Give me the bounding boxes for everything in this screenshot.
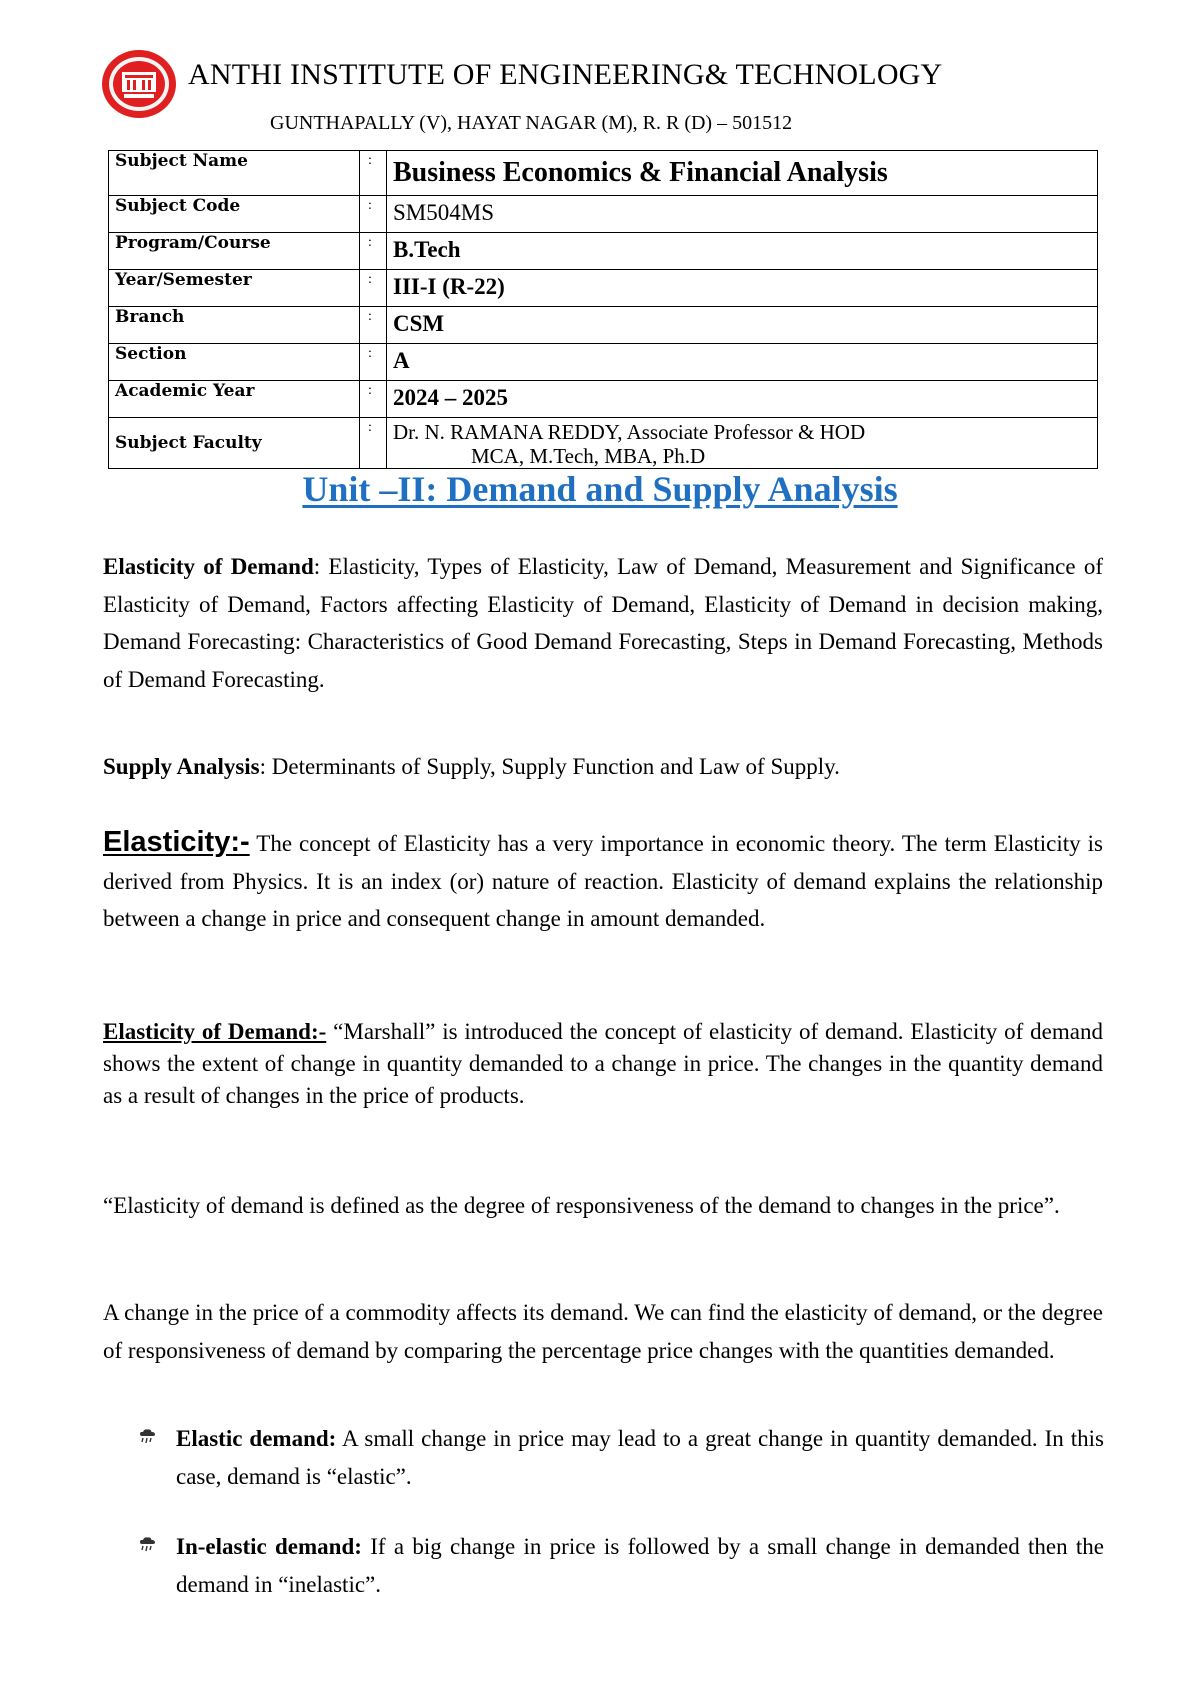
- bullet-body: A small change in price may lead to a great change in quantity demanded. In this case, demand is “elastic”.: [176, 1426, 1104, 1489]
- syllabus-elasticity-head: Elasticity of Demand: [103, 554, 314, 579]
- syllabus-elasticity-paragraph: [103, 548, 1103, 698]
- row-separator: :: [360, 233, 387, 270]
- bullet-head: Elastic demand:: [176, 1426, 337, 1451]
- bullet-head: In-elastic demand:: [176, 1534, 362, 1559]
- elasticity-heading: Elasticity:-: [103, 826, 250, 858]
- subject-faculty-value: [387, 418, 1098, 469]
- eod-paragraph: [103, 1016, 1103, 1112]
- table-row: [109, 307, 1098, 344]
- subject-info-table: [108, 150, 1098, 469]
- year-semester-value: III-I (R-22): [387, 270, 1098, 307]
- syllabus-supply-paragraph: [103, 748, 1103, 786]
- syllabus-supply-head: Supply Analysis: [103, 754, 260, 779]
- row-label: Academic Year: [109, 381, 360, 418]
- comparison-paragraph: A change in the price of a commodity affects its demand. We can find the elasticity of demand, or the degree of responsiveness of demand by comparing the percentage price changes with the quantities demanded.: [103, 1300, 1103, 1363]
- syllabus-elasticity-text: : Elasticity, Types of Elasticity, Law of Demand, Measurement and Significance of Elasticity of Demand, Factors affecting Elasticity of Demand, Elasticity of Demand in decision making, Demand Forecasting: Characteristics of Good Demand Forecasting, Steps in Demand Forecasting, Methods of Demand Forecasting.: [103, 554, 1103, 692]
- row-label: Branch: [109, 307, 360, 344]
- row-separator: :: [360, 381, 387, 418]
- table-row: [109, 196, 1098, 233]
- row-separator: :: [360, 270, 387, 307]
- eod-heading: Elasticity of Demand:-: [103, 1019, 327, 1044]
- list-item: [138, 1420, 1104, 1495]
- bullet-body: If a big change in price is followed by a small change in demanded then the demand in “inelastic”.: [176, 1534, 1104, 1597]
- row-label: Section: [109, 344, 360, 381]
- row-label: Subject Faculty: [109, 418, 360, 469]
- row-separator: :: [360, 151, 387, 196]
- cloud-rain-bullet-icon: [138, 1426, 158, 1446]
- bullet-text: [138, 1420, 1104, 1495]
- eod-text: “Marshall” is introduced the concept of elasticity of demand. Elasticity of demand shows the extent of change in quantity demanded to a change in price. The changes in the quantity demand as a result of changes in the price of products.: [103, 1019, 1103, 1108]
- bullet-text: [138, 1528, 1104, 1603]
- institute-address: GUNTHAPALLY (V), HAYAT NAGAR (M), R. R (D) – 501512: [270, 112, 793, 134]
- table-row: [109, 151, 1098, 196]
- row-separator: :: [360, 307, 387, 344]
- syllabus-supply-text: : Determinants of Supply, Supply Function and Law of Supply.: [259, 754, 840, 779]
- row-label: Subject Name: [109, 151, 360, 196]
- list-item: [138, 1528, 1104, 1603]
- table-row: [109, 270, 1098, 307]
- program-value: B.Tech: [387, 233, 1098, 270]
- definition-paragraph: “Elasticity of demand is defined as the degree of responsiveness of the demand to changes in the price”.: [103, 1193, 1060, 1218]
- row-separator: :: [360, 344, 387, 381]
- row-separator: :: [360, 418, 387, 469]
- unit-title: Unit –II: Demand and Supply Analysis: [302, 469, 898, 509]
- row-label: Year/Semester: [109, 270, 360, 307]
- section-value: A: [387, 344, 1098, 381]
- table-row: [109, 418, 1098, 469]
- row-label: Program/Course: [109, 233, 360, 270]
- institute-name: ANTHI INSTITUTE OF ENGINEERING& TECHNOLOGY: [188, 58, 943, 91]
- table-row: [109, 344, 1098, 381]
- row-separator: :: [360, 196, 387, 233]
- faculty-qualifications: MCA, M.Tech, MBA, Ph.D: [471, 444, 706, 468]
- branch-value: CSM: [387, 307, 1098, 344]
- elasticity-paragraph: [103, 824, 1103, 938]
- subject-name-value: Business Economics & Financial Analysis: [387, 151, 1098, 196]
- table-row: [109, 381, 1098, 418]
- elasticity-text: The concept of Elasticity has a very importance in economic theory. The term Elasticity is derived from Physics. It is an index (or) nature of reaction. Elasticity of demand explains the relationship between a change in price and consequent change in amount demanded.: [103, 831, 1103, 931]
- academic-year-value: 2024 – 2025: [387, 381, 1098, 418]
- institute-seal-icon: [100, 48, 178, 120]
- row-label: Subject Code: [109, 196, 360, 233]
- faculty-name: Dr. N. RAMANA REDDY, Associate Professor & HOD: [393, 420, 866, 444]
- cloud-rain-bullet-icon: [138, 1534, 158, 1554]
- subject-code-value: SM504MS: [387, 196, 1098, 233]
- table-row: [109, 233, 1098, 270]
